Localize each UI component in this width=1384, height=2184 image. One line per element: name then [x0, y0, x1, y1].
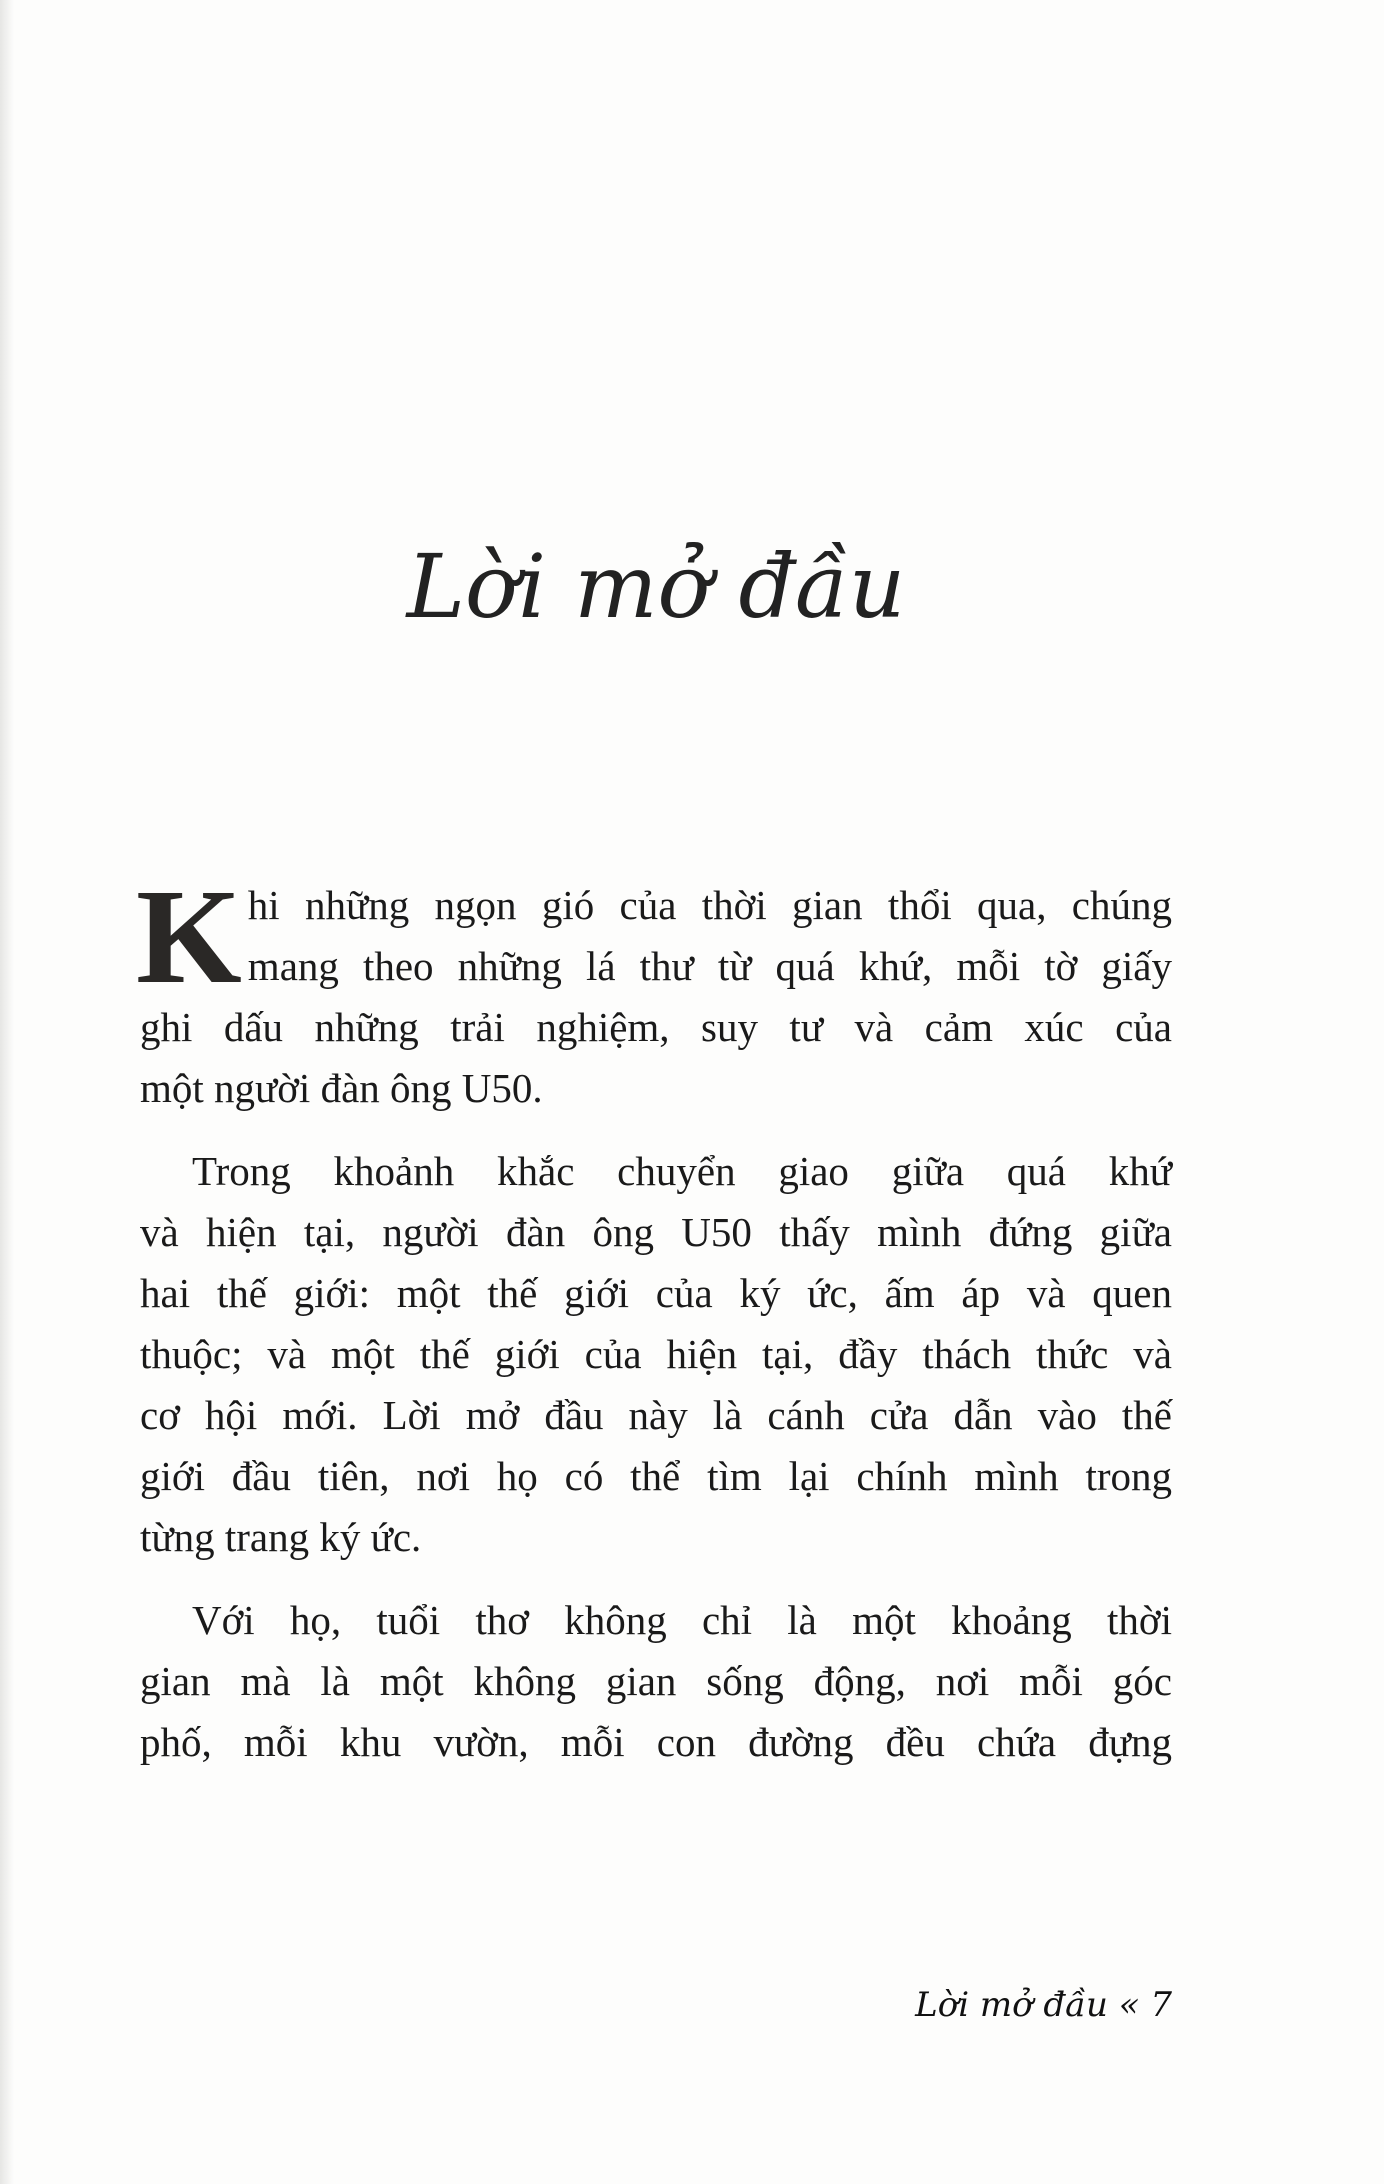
body-text: [136, 862, 1172, 1795]
text-line: hi những ngọn gió của thời gian thổi qua, chúng: [247, 882, 1172, 928]
text-line: và hiện tại, người đàn ông U50 thấy mình đứng giữa: [140, 1209, 1172, 1255]
text-line: giới đầu tiên, nơi họ có thể tìm lại chính mình trong: [140, 1453, 1172, 1499]
text-line: mang theo những lá thư từ quá khứ, mỗi tờ giấy: [247, 943, 1172, 989]
text-line: thuộc; và một thế giới của hiện tại, đầy thách thức và: [140, 1331, 1172, 1377]
drop-cap: K: [136, 862, 242, 1012]
text-line: gian mà là một không gian sống động, nơi mỗi góc: [140, 1658, 1172, 1704]
text-line: Trong khoảnh khắc chuyển giao giữa quá khứ: [192, 1148, 1172, 1194]
running-title: Lời mở đầu: [915, 1985, 1108, 2025]
paragraph-2: [140, 1141, 1172, 1568]
text-line: cơ hội mới. Lời mở đầu này là cánh cửa dẫn vào thế: [140, 1392, 1172, 1438]
page-number: 7: [1150, 1985, 1172, 2025]
chapter-title: Lời mở đầu: [406, 535, 906, 638]
page-edge-shadow: [0, 0, 14, 2184]
text-line: Với họ, tuổi thơ không chỉ là một khoảng thời: [192, 1597, 1172, 1643]
page-footer: [915, 1985, 1172, 2025]
text-line: từng trang ký ức.: [140, 1514, 422, 1560]
text-line: một người đàn ông U50.: [140, 1065, 543, 1111]
text-line: ghi dấu những trải nghiệm, suy tư và cảm xúc của: [140, 1004, 1172, 1050]
paragraph-1: [136, 862, 1172, 1119]
text-line: phố, mỗi khu vườn, mỗi con đường đều chứa đựng: [140, 1719, 1172, 1765]
paragraph-3: [140, 1590, 1172, 1773]
footer-separator: «: [1118, 1985, 1140, 2025]
text-line: hai thế giới: một thế giới của ký ức, ấm áp và quen: [140, 1270, 1172, 1316]
